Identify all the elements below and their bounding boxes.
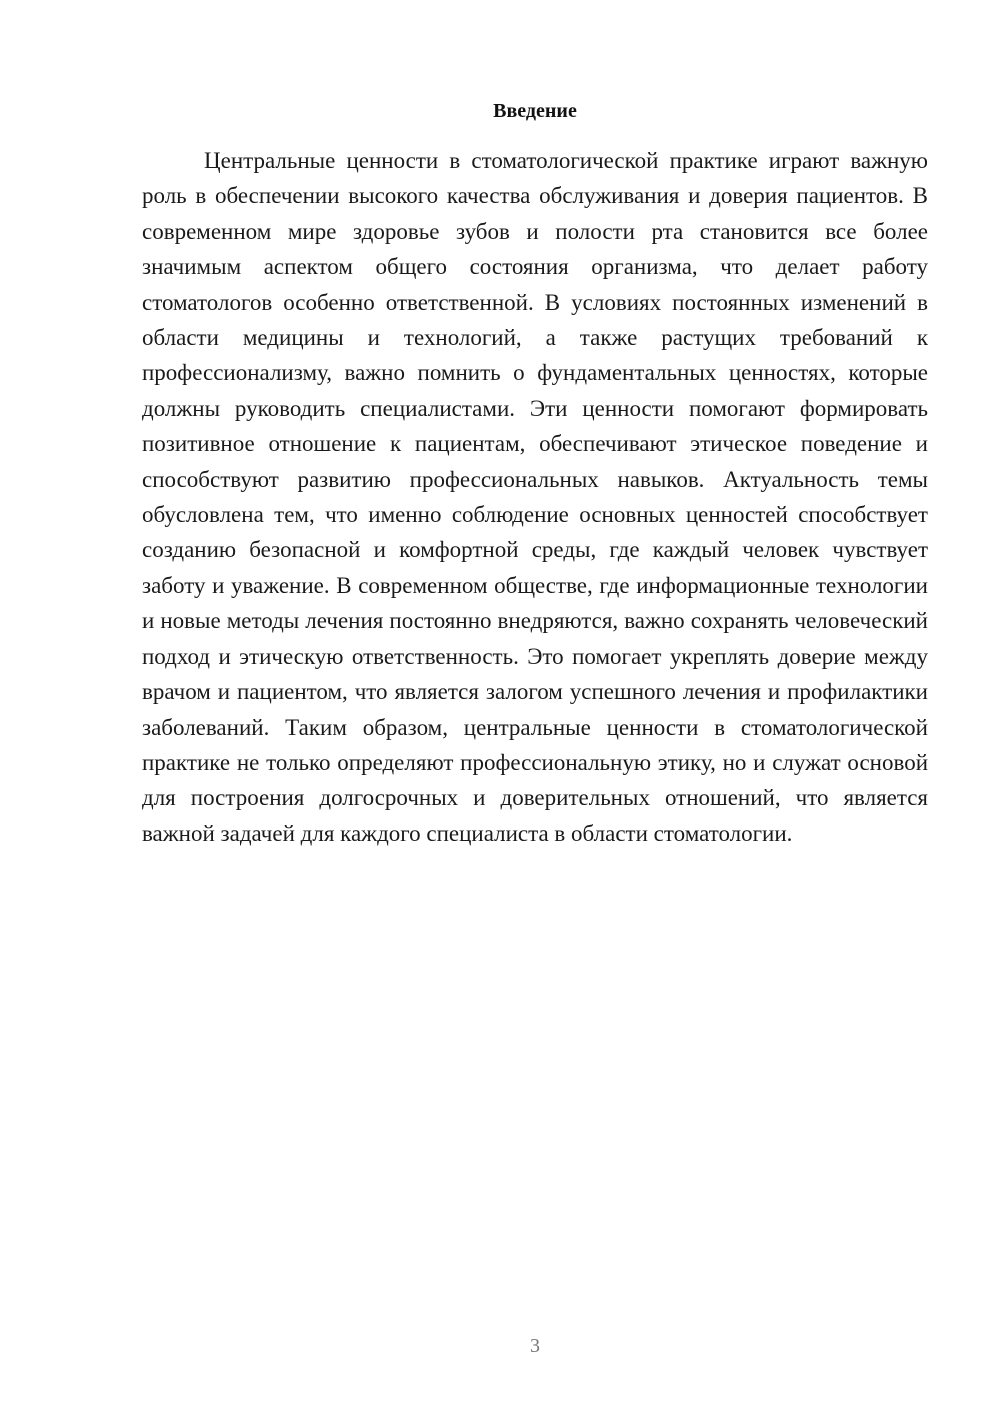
page-number: 3 xyxy=(530,1335,540,1357)
body-paragraph: Центральные ценности в стоматологической практике играют важную роль в обеспечении высокого качества обслуживания и доверия пациентов. В современном мире здоровье зубов и полости рта становится все более значимым аспектом общего состояния организма, что делает работу стоматологов особенно ответственной. В условиях постоянных изменений в области медицины и технологий, а также растущих требований к профессионализму, важно помнить о фундаментальных ценностях, которые должны руководить специалистами. Эти ценности помогают формировать позитивное отношение к пациентам, обеспечивают этическое поведение и способствуют развитию профессиональных навыков. Актуальность темы обусловлена тем, что именно соблюдение основных ценностей способствует созданию безопасной и комфортной среды, где каждый человек чувствует заботу и уважение. В современном обществе, где информационные технологии и новые методы лечения постоянно внедряются, важно сохранять человеческий подход и этическую ответственность. Это помогает укреплять доверие между врачом и пациентом, что является залогом успешного лечения и профилактики заболеваний. Таким образом, центральные ценности в стоматологической практике не только определяют профессиональную этику, но и служат основой для построения долгосрочных и доверительных отношений, что является важной задачей для каждого специалиста в области стоматологии. xyxy=(142,148,928,846)
section-heading: Введение xyxy=(493,100,577,122)
